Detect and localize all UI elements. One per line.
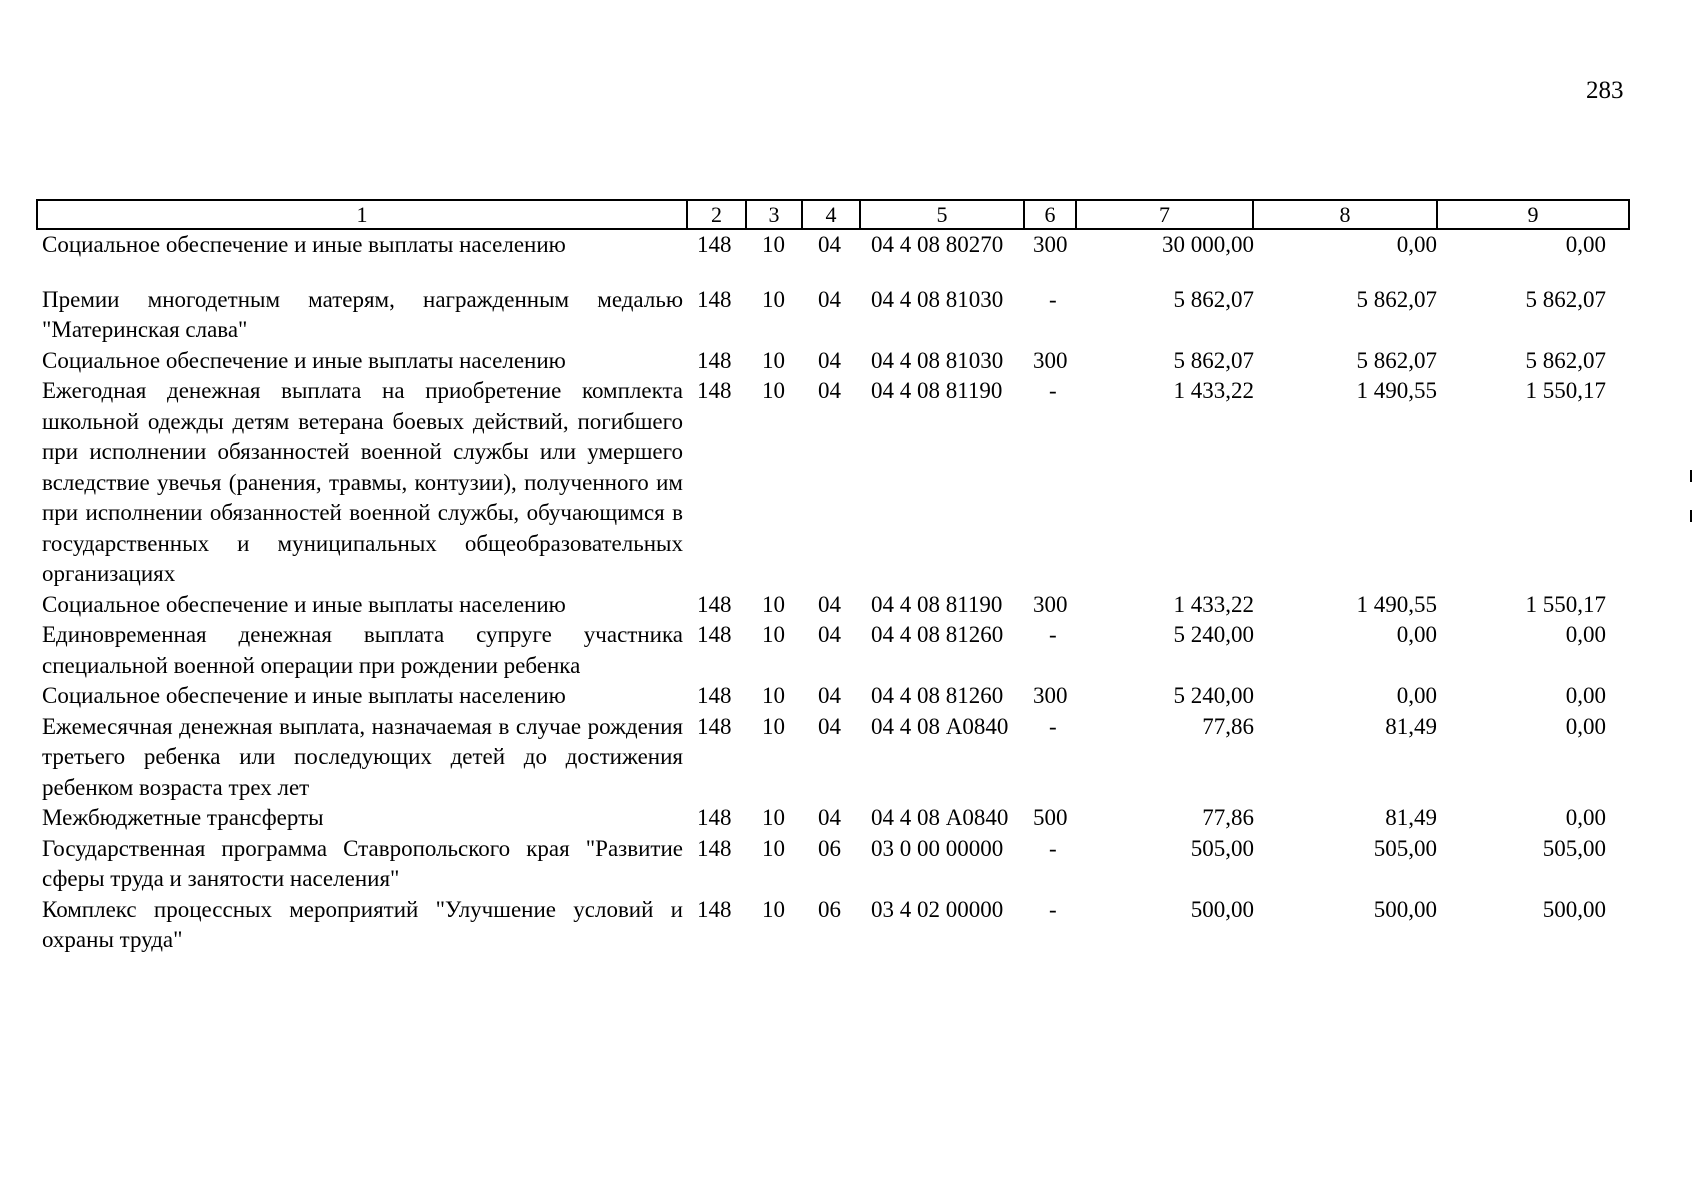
cell-col-9: 5 862,07 <box>1525 286 1606 312</box>
cell-col-4: 06 <box>818 896 841 922</box>
header-col-8: 8 <box>1252 201 1436 228</box>
row-name: Комплекс процессных мероприятий "Улучшение условий и охраны труда" <box>42 896 683 952</box>
cell-col-8: 0,00 <box>1396 232 1437 257</box>
cell-col-9: 0,00 <box>1565 713 1606 739</box>
cell-col-8: 1 490,55 <box>1356 378 1437 403</box>
cell-col-5: 04 4 08 А0840 <box>871 805 1009 830</box>
cell-col-9: 5 862,07 <box>1525 347 1606 373</box>
cell-col-7: 5 240,00 <box>1173 622 1254 647</box>
header-col-7: 7 <box>1075 201 1252 228</box>
cell-col-6: - <box>1049 835 1057 861</box>
header-col-2: 2 <box>686 201 745 228</box>
cell-col-7: 1 433,22 <box>1173 378 1254 403</box>
cell-col-2: 148 <box>697 713 732 739</box>
cell-col-6: - <box>1049 896 1057 922</box>
cell-col-2: 148 <box>697 896 732 922</box>
cell-col-9: 505,00 <box>1542 835 1606 861</box>
cell-col-6: - <box>1049 622 1057 647</box>
cell-col-8: 1 490,55 <box>1356 591 1437 617</box>
row-name: Премии многодетным матерям, награжденным медалью "Материнская слава" <box>42 286 683 342</box>
cell-col-3: 10 <box>762 622 785 647</box>
cell-col-7: 500,00 <box>1190 896 1254 922</box>
cell-col-8: 505,00 <box>1373 835 1437 861</box>
row-name: Межбюджетные трансферты <box>42 805 324 830</box>
cell-col-5: 04 4 08 А0840 <box>871 713 1009 739</box>
cell-col-8: 81,49 <box>1385 713 1437 739</box>
cell-col-5: 04 4 08 81190 <box>871 378 1003 403</box>
cell-col-7: 5 862,07 <box>1173 286 1254 312</box>
cell-col-3: 10 <box>762 591 785 617</box>
cell-col-8: 5 862,07 <box>1356 347 1437 373</box>
cell-col-9: 1 550,17 <box>1525 591 1606 617</box>
cell-col-8: 5 862,07 <box>1356 286 1437 312</box>
cell-col-2: 148 <box>697 232 732 257</box>
cell-col-5: 04 4 08 80270 <box>871 232 1004 257</box>
cell-col-6: - <box>1049 378 1057 403</box>
cell-col-4: 04 <box>818 347 841 373</box>
header-col-3: 3 <box>745 201 801 228</box>
cell-col-9: 500,00 <box>1542 896 1606 922</box>
row-name: Ежегодная денежная выплата на приобретение комплекта школьной одежды детям ветерана боевых действий, погибшего при исполнении обязанностей военной службы или умершего вследствие увечья (ранения, травмы, контузии), полученного им при исполнении обязанностей военной службы, обучающимся в государственных и муниципальных общеобразовательных организациях <box>42 378 683 586</box>
cell-col-7: 77,86 <box>1202 805 1254 830</box>
cell-col-3: 10 <box>762 683 785 708</box>
table-row <box>0 346 1696 377</box>
table-row <box>0 230 1696 261</box>
cell-col-3: 10 <box>762 713 785 739</box>
table-row <box>0 590 1696 621</box>
cell-col-8: 500,00 <box>1373 896 1437 922</box>
cell-col-4: 04 <box>818 805 841 830</box>
cell-col-7: 1 433,22 <box>1173 591 1254 617</box>
table-row <box>0 803 1696 834</box>
row-name: Ежемесячная денежная выплата, назначаемая в случае рождения третьего ребенка или последующих детей до достижения ребенком возраста трех лет <box>42 713 683 800</box>
cell-col-9: 0,00 <box>1565 622 1606 647</box>
table-row <box>0 681 1696 712</box>
page-number: 283 <box>1586 77 1624 104</box>
cell-col-6: 300 <box>1033 347 1068 373</box>
cell-col-4: 04 <box>818 591 841 617</box>
cell-col-4: 04 <box>818 232 841 257</box>
cell-col-8: 0,00 <box>1396 683 1437 708</box>
cell-col-3: 10 <box>762 378 785 403</box>
cell-col-3: 10 <box>762 835 785 861</box>
cell-col-3: 10 <box>762 347 785 373</box>
cell-col-4: 04 <box>818 683 841 708</box>
cell-col-9: 0,00 <box>1565 232 1606 257</box>
cell-col-6: 500 <box>1033 805 1068 830</box>
header-col-1: 1 <box>356 202 368 227</box>
cell-col-5: 03 0 00 00000 <box>871 835 1004 861</box>
table-row <box>0 834 1696 895</box>
row-name: Социальное обеспечение и иные выплаты населению <box>42 683 566 708</box>
cell-col-5: 04 4 08 81190 <box>871 591 1003 617</box>
cell-col-2: 148 <box>697 286 732 312</box>
margin-scan-mark <box>1690 470 1692 526</box>
cell-col-2: 148 <box>697 622 732 647</box>
table-row <box>0 376 1696 590</box>
cell-col-4: 04 <box>818 622 841 647</box>
header-col-4: 4 <box>801 201 859 228</box>
cell-col-7: 5 862,07 <box>1173 347 1254 373</box>
row-name: Социальное обеспечение и иные выплаты населению <box>42 232 566 257</box>
cell-col-3: 10 <box>762 232 785 257</box>
row-name: Социальное обеспечение и иные выплаты населению <box>42 591 566 617</box>
header-col-6: 6 <box>1023 201 1075 228</box>
cell-col-3: 10 <box>762 286 785 312</box>
table-row <box>0 285 1696 346</box>
cell-col-6: - <box>1049 713 1057 739</box>
cell-col-2: 148 <box>697 378 732 403</box>
cell-col-5: 04 4 08 81260 <box>871 683 1004 708</box>
cell-col-2: 148 <box>697 805 732 830</box>
table-row <box>0 895 1696 956</box>
cell-col-4: 04 <box>818 713 841 739</box>
cell-col-5: 03 4 02 00000 <box>871 896 1004 922</box>
cell-col-5: 04 4 08 81260 <box>871 622 1004 647</box>
table-header-row <box>36 199 1630 230</box>
cell-col-9: 0,00 <box>1565 805 1606 830</box>
cell-col-6: 300 <box>1033 591 1068 617</box>
cell-col-8: 0,00 <box>1396 622 1437 647</box>
cell-col-3: 10 <box>762 896 785 922</box>
cell-col-6: 300 <box>1033 683 1068 708</box>
header-col-9: 9 <box>1436 201 1628 228</box>
cell-col-2: 148 <box>697 591 732 617</box>
cell-col-7: 505,00 <box>1190 835 1254 861</box>
cell-col-5: 04 4 08 81030 <box>871 347 1004 373</box>
cell-col-4: 06 <box>818 835 841 861</box>
row-name: Социальное обеспечение и иные выплаты населению <box>42 347 566 373</box>
cell-col-8: 81,49 <box>1385 805 1437 830</box>
cell-col-6: 300 <box>1033 232 1068 257</box>
cell-col-2: 148 <box>697 835 732 861</box>
cell-col-7: 77,86 <box>1202 713 1254 739</box>
header-col-5: 5 <box>859 201 1023 228</box>
cell-col-7: 5 240,00 <box>1173 683 1254 708</box>
cell-col-7: 30 000,00 <box>1162 232 1254 257</box>
cell-col-4: 04 <box>818 378 841 403</box>
cell-col-2: 148 <box>697 347 732 373</box>
cell-col-9: 0,00 <box>1565 683 1606 708</box>
table-row <box>0 712 1696 804</box>
cell-col-2: 148 <box>697 683 732 708</box>
cell-col-3: 10 <box>762 805 785 830</box>
cell-col-6: - <box>1049 286 1057 312</box>
table-body <box>0 230 1696 956</box>
cell-col-9: 1 550,17 <box>1525 378 1606 403</box>
table-row <box>0 620 1696 681</box>
row-name: Единовременная денежная выплата супруге участника специальной военной операции при рождении ребенка <box>42 622 683 678</box>
cell-col-5: 04 4 08 81030 <box>871 286 1004 312</box>
cell-col-4: 04 <box>818 286 841 312</box>
row-name: Государственная программа Ставропольского края "Развитие сферы труда и занятости населения" <box>42 835 683 891</box>
